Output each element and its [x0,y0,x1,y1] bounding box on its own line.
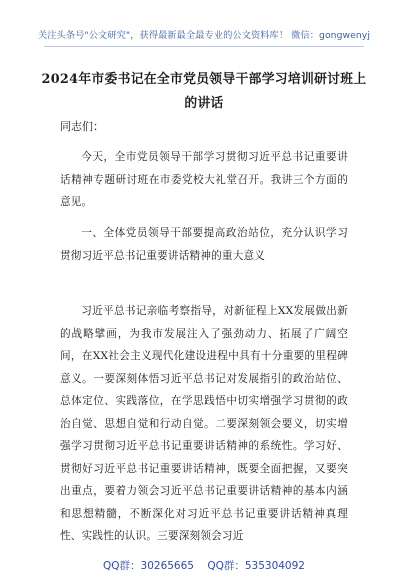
header-promo-text: 关注头条号"公文研究"，获得最新最全最专业的公文资料库！ 微信：gongwenyj [38,30,370,41]
document-title: 2024年市委书记在全市党员领导干部学习培训研讨班上的讲话 [41,72,367,111]
paragraph-intro: 今天，全市党员领导干部学习贯彻习近平总书记重要讲话精神专题研讨班在市委党校大礼堂召开。我讲三个方面的意见。 [60,151,348,208]
footer-qq-groups: QQ群：30265665 QQ群：535304092 [103,560,305,572]
section-heading-one: 一、全体党员领导干部要提高政治站位，充分认识学习贯彻习近平总书记重要讲话精神的重大意义 [60,227,348,262]
greeting: 同志们： [60,120,104,133]
header-divider [44,46,364,47]
paragraph-body: 习近平总书记亲临考察指导，对新征程上XX发展做出新的战略擘画，为我市发展注入了强劲动力、拓展了广阔空间，在XX社会主义现代化建设进程中具有十分重要的里程碑意义。一要深刻体悟习近平总书记对发展指引的政治站位、总体定位、实践落位，在学思践悟中切实增强学习贯彻的政治自觉、思想自觉和行动自觉。二要深刻领会要义，切实增强学习贯彻习近平总书记重要讲话精神的系统性。学习好、贯彻好习近平总书记重要讲话精神，既要全面把握，又要突出重点，要着力领会习近平总书记重要讲话精神的基本内涵和思想精髓，不断深化对习近平总书记重要讲话精神真理性、实践性的认识。三要深刻领会习近 [60,305,348,542]
